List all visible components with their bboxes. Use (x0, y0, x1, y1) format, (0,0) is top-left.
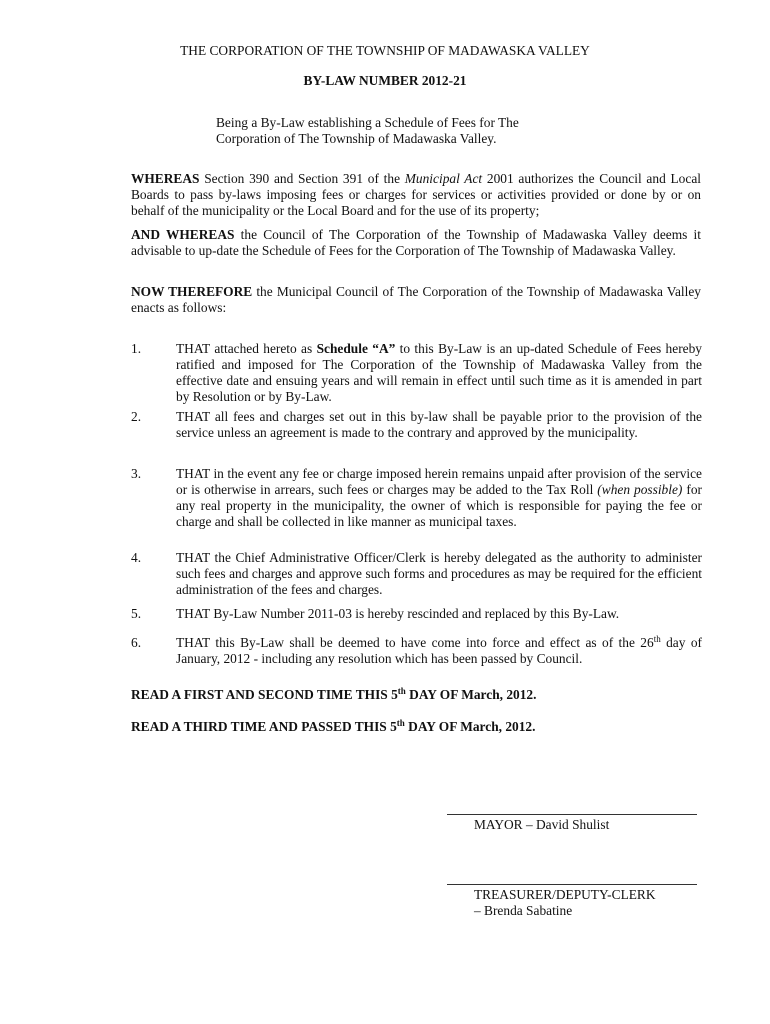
treasurer-signature-title: TREASURER/DEPUTY-CLERK (474, 887, 656, 902)
whereas-lead: WHEREAS (131, 171, 200, 186)
first-reading-text-b: DAY OF March, 2012. (405, 687, 537, 702)
clause-1-text-a: THAT attached hereto as (176, 341, 317, 356)
purpose-line-2: Corporation of The Township of Madawaska Valley. (216, 131, 497, 146)
clause-text (176, 341, 702, 405)
clause-number: 1. (131, 341, 142, 356)
municipal-act-title: Municipal Act (404, 171, 483, 186)
clause-text (176, 466, 702, 530)
when-possible-note: (when possible) (597, 482, 683, 497)
now-therefore-lead: NOW THEREFORE (131, 284, 253, 299)
clause-3-text-b: for any real property in the municipality, the owner of which is responsible for paying the fee or charge and shall be collected in like manner as municipal taxes. (176, 482, 702, 529)
clause-text: THAT all fees and charges set out in this by-law shall be payable prior to the provision of the service unless an agreement is made to the contrary and approved by the municipality. (176, 409, 702, 440)
whereas-paragraph (131, 171, 701, 219)
bylaw-number: BY-LAW NUMBER 2012-21 (303, 73, 467, 88)
clause-text: THAT the Chief Administrative Officer/Clerk is hereby delegated as the authority to administer such fees and charges and approve such forms and procedures as may be required for the efficient administration of the fees and charges. (176, 550, 702, 597)
clause-number: 3. (131, 466, 142, 481)
now-therefore-text: the Municipal Council of The Corporation of the Township of Madawaska Valley enacts as follows: (131, 284, 701, 315)
clause-text: THAT By-Law Number 2011-03 is hereby rescinded and replaced by this By-Law. (176, 606, 620, 621)
clause-number: 5. (131, 606, 142, 621)
whereas-text-a: Section 390 and Section 391 of the (199, 171, 405, 186)
third-reading-text-b: DAY OF March, 2012. (404, 719, 536, 734)
and-whereas-text: the Council of The Corporation of the Township of Madawaska Valley deems it advisable to up-date the Schedule of Fees for the Corporation of The Township of Madawaska Valley. (131, 227, 701, 258)
first-second-reading (131, 687, 536, 703)
bylaw-purpose (216, 115, 616, 147)
first-reading-text-a: READ A FIRST AND SECOND TIME THIS 5 (131, 687, 398, 702)
mayor-signature-label: MAYOR – David Shulist (474, 817, 610, 832)
ordinal-suffix: th (396, 718, 405, 728)
purpose-line-1: Being a By-Law establishing a Schedule of Fees for The (216, 115, 519, 130)
corporation-title: THE CORPORATION OF THE TOWNSHIP OF MADAWASKA VALLEY (180, 43, 590, 58)
third-reading (131, 719, 535, 735)
third-reading-text-a: READ A THIRD TIME AND PASSED THIS 5 (131, 719, 397, 734)
schedule-a-reference: Schedule “A” (316, 341, 396, 356)
clause-6-text-b: day of January, 2012 - including any resolution which has been passed by Council. (176, 635, 702, 666)
now-therefore-paragraph (131, 284, 701, 316)
ordinal-suffix: th (397, 686, 406, 696)
treasurer-signature-name: – Brenda Sabatine (474, 903, 573, 918)
and-whereas-paragraph (131, 227, 701, 259)
clause-6-text-a: THAT this By-Law shall be deemed to have come into force and effect as of the 26 (176, 635, 654, 650)
clause-3-text-a: THAT in the event any fee or charge imposed herein remains unpaid after provision of the service or is otherwise in arrears, such fees or charges may be added to the Tax Roll (176, 466, 702, 497)
clause-text (176, 635, 702, 667)
mayor-signature-line (447, 814, 697, 815)
whereas-text-b: 2001 authorizes the Council and Local Boards to pass by-laws imposing fees or charges for services or activities provided or done by or on behalf of the municipality or the Local Board and for the use of its property; (131, 171, 701, 218)
clause-number: 2. (131, 409, 142, 424)
treasurer-signature-line (447, 884, 697, 885)
clause-1-text-b: to this By-Law is an up-dated Schedule of Fees hereby ratified and imposed for The Corporation of the Township of Madawaska Valley from the effective date and ensuing years and will remain in effect until such time as it is amended in part by Resolution or by By-Law. (176, 341, 702, 404)
clause-number: 6. (131, 635, 142, 650)
clause-number: 4. (131, 550, 142, 565)
and-whereas-lead: AND WHEREAS (131, 227, 235, 242)
ordinal-suffix: th (653, 634, 661, 644)
